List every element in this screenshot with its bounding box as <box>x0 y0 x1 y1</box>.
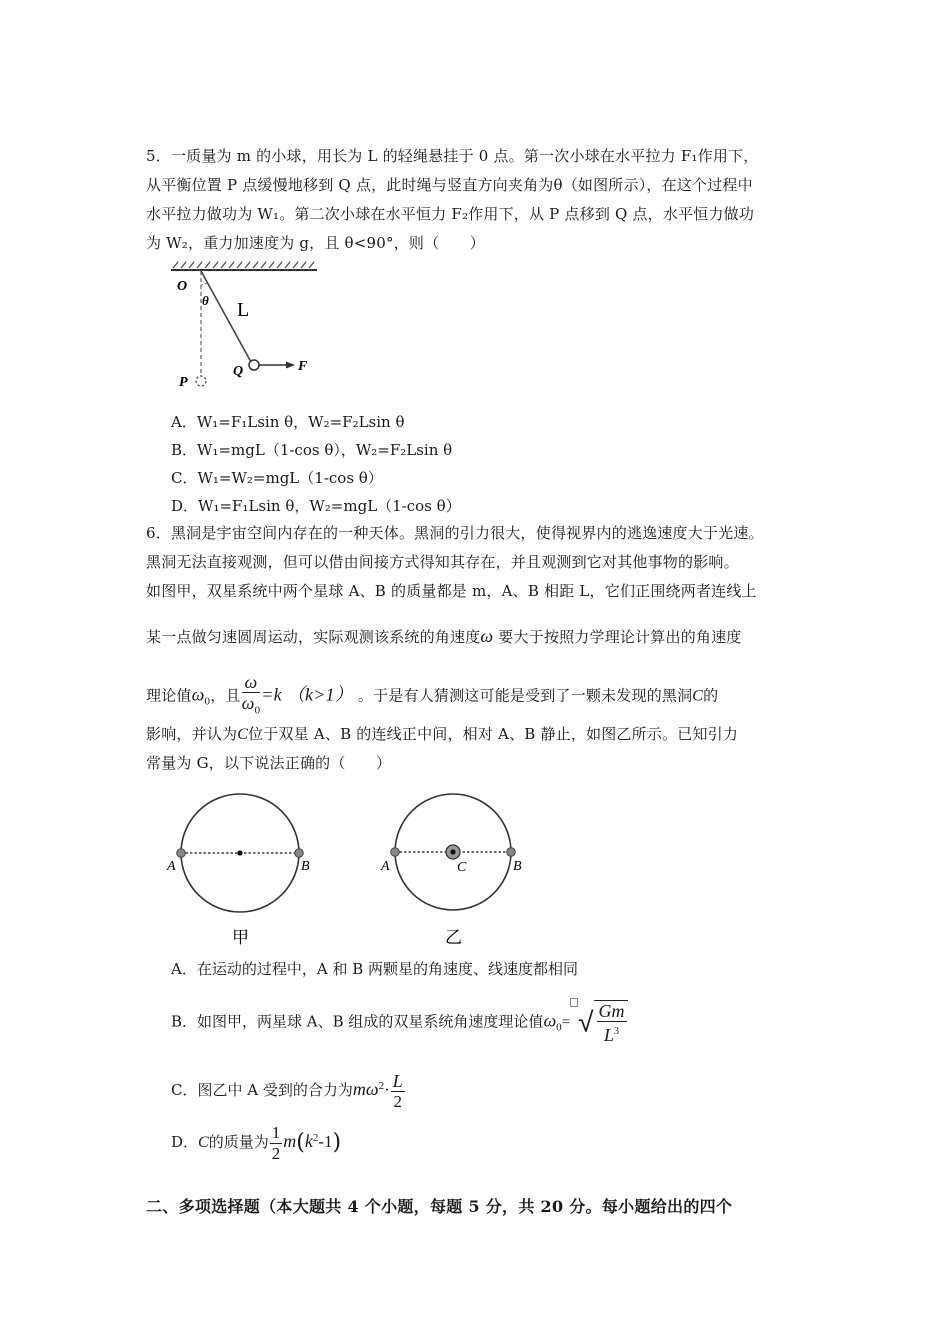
equals: = <box>561 1014 571 1031</box>
denominator: 2 <box>393 1091 402 1111</box>
option-text: 图乙中 A 受到的合力为 <box>197 1081 353 1099</box>
option-letter: C． <box>171 1081 198 1099</box>
text: 要大于按照力学理论计算出的角速度 <box>498 628 742 646</box>
ratio-fraction <box>242 672 261 721</box>
q6-line-4 <box>146 626 742 647</box>
denominator: $\omega_0$ <box>241 693 261 717</box>
k-symbol: k <box>304 1131 313 1151</box>
omega-symbol: ω <box>365 1079 379 1099</box>
q6-line-3: 如图甲，双星系统中两个星球 A、B 的质量都是 m，A、B 相距 L，它们正围绕两者连线上 <box>146 582 757 600</box>
label-b: B <box>301 859 310 874</box>
ball-p-icon <box>196 376 206 386</box>
left-paren: ( <box>296 1130 305 1155</box>
section-2-heading: 二、多项选择题（本大题共 4 个小题，每题 5 分，共 20 分。每小题给出的四个 <box>146 1197 733 1216</box>
black-hole-core-icon <box>450 849 455 854</box>
superscript: 2 <box>312 1132 319 1144</box>
numerator: Gm <box>598 1001 625 1021</box>
angle-arc <box>201 283 207 285</box>
option-letter: B． <box>171 441 198 459</box>
option-letter: A． <box>171 960 197 978</box>
option-text: W₁=F₁Lsin θ，W₂=mgL（1-cos θ） <box>198 497 461 515</box>
option-text: 如图甲，两星球 A、B 组成的双星系统角速度理论值 <box>197 1012 544 1031</box>
option-letter: A． <box>171 413 197 431</box>
m-symbol: m <box>283 1131 297 1151</box>
text: 。 <box>357 686 374 705</box>
q5-option-b[interactable] <box>171 440 452 460</box>
dot: · <box>384 1080 390 1099</box>
gm-fraction <box>597 1001 627 1045</box>
right-paren: ) <box>332 1130 342 1155</box>
c-symbol: C <box>198 1134 209 1151</box>
label-b: B <box>513 859 522 874</box>
q6-option-a[interactable] <box>171 959 578 979</box>
arrow-head-icon <box>286 362 295 369</box>
subscript: 0 <box>204 695 211 708</box>
label-a: A <box>381 859 390 874</box>
label-l: L <box>237 299 250 321</box>
den-l: L <box>603 1025 614 1045</box>
label-p: P <box>179 375 188 390</box>
numerator: 1 <box>271 1122 281 1142</box>
ball-q-icon <box>249 360 259 370</box>
label-f: F <box>298 359 308 374</box>
star-a-icon <box>391 848 400 857</box>
q6-option-d[interactable] <box>171 1118 341 1164</box>
m-symbol: m <box>352 1079 366 1099</box>
star-a-icon <box>177 849 186 858</box>
text: 位于双星 A、B 的连线正中间，相对 A、B 静止，如图乙所示。已知引力 <box>248 725 739 743</box>
denominator: 2 <box>271 1143 281 1163</box>
q5-option-a[interactable] <box>171 412 405 432</box>
caption-yi: 乙 <box>445 928 462 948</box>
text: 的 <box>703 686 719 705</box>
text: 影响，并认为 <box>146 725 238 743</box>
minus-one: -1 <box>318 1132 333 1151</box>
option-text: W₁=F₁Lsin θ，W₂=F₂Lsin θ <box>196 413 405 431</box>
q5-line-2: 从平衡位置 P 点缓慢地移到 Q 点，此时绳与竖直方向夹角为θ（如图所示），在这个过程中 <box>146 176 753 194</box>
binary-star-figure-jia <box>160 780 330 950</box>
eq-k: =k <box>261 684 282 705</box>
q6-option-c[interactable] <box>171 1066 406 1112</box>
pendulum-figure <box>165 258 325 393</box>
option-text: W₁=W₂=mgL（1-cos θ） <box>197 469 383 487</box>
den-omega: ω <box>241 693 255 713</box>
q5-line-1: 5．一质量为 m 的小球，用长为 L 的轻绳悬挂于 0 点。第一次小球在水平拉力 F₁作用下， <box>146 147 759 165</box>
option-text: 的质量为 <box>208 1133 269 1151</box>
option-letter: D． <box>171 497 199 515</box>
star-b-icon <box>507 848 516 857</box>
text: 理论值 <box>146 686 192 705</box>
text: 于是有人猜测这可能是受到了一颗未发现的黑洞 <box>373 686 693 705</box>
q6-line-7: 常量为 G，以下说法正确的（ ） <box>146 754 392 772</box>
c-symbol: C <box>692 687 704 705</box>
binary-star-figure-yi <box>373 780 543 950</box>
half-fraction <box>270 1123 283 1164</box>
q6-line-1: 6．黑洞是宇宙空间内存在的一种天体。黑洞的引力很大，使得视界内的逃逸速度大于光速。 <box>146 524 764 542</box>
center-dot-icon <box>237 850 242 855</box>
q5-line-3: 水平拉力做功为 W₁。第二次小球在水平恒力 F₂作用下，从 P 点移到 Q 点，水平恒力做功 <box>146 205 755 223</box>
label-q: Q <box>233 364 244 379</box>
q5-option-d[interactable] <box>171 496 461 516</box>
sqrt-expression <box>570 1000 627 1045</box>
superscript: 2 <box>378 1080 385 1092</box>
q5-option-c[interactable] <box>171 468 383 488</box>
label-c: C <box>457 860 467 875</box>
option-letter: C． <box>171 469 198 487</box>
ceiling-hatch-icon <box>171 262 317 270</box>
condition: （k>1） <box>286 684 353 705</box>
placeholder-box-icon <box>570 998 578 1007</box>
radicand <box>594 1000 628 1045</box>
q6-option-b[interactable] <box>171 1000 628 1048</box>
label-theta: θ <box>202 293 209 308</box>
q6-line-5 <box>146 672 718 721</box>
radical-icon: √ <box>578 1005 594 1039</box>
star-b-icon <box>295 849 304 858</box>
omega-symbol: ω <box>480 626 494 646</box>
q6-line-2: 黑洞无法直接观测，但可以借由间接方式得知其存在，并且观测到它对其他事物的影响。 <box>146 553 739 571</box>
q6-line-6 <box>146 724 738 745</box>
l-over-2-fraction <box>391 1071 405 1112</box>
option-letter: D． <box>171 1133 199 1151</box>
caption-jia: 甲 <box>232 928 249 948</box>
text: 某一点做匀速圆周运动，实际观测该系统的角速度 <box>146 628 481 646</box>
omega0-symbol: ω <box>191 684 205 705</box>
omega-symbol: ω <box>543 1010 557 1031</box>
denominator <box>597 1022 627 1045</box>
superscript: 3 <box>614 1026 619 1037</box>
option-text: 在运动的过程中，A 和 B 两颗星的角速度、线速度都相同 <box>196 960 579 978</box>
c-symbol: C <box>237 726 249 743</box>
text: ，且 <box>210 686 241 705</box>
option-text: W₁=mgL（1-cos θ），W₂=F₂Lsin θ <box>197 441 453 459</box>
q5-line-4: 为 W₂，重力加速度为 g，且 θ<90°，则（ ） <box>146 234 485 252</box>
subscript: 0 <box>556 1021 562 1034</box>
numerator: ω <box>242 672 261 693</box>
label-o: O <box>177 279 188 294</box>
label-a: A <box>167 859 176 874</box>
option-letter: B． <box>171 1012 198 1031</box>
numerator: L <box>392 1070 403 1091</box>
